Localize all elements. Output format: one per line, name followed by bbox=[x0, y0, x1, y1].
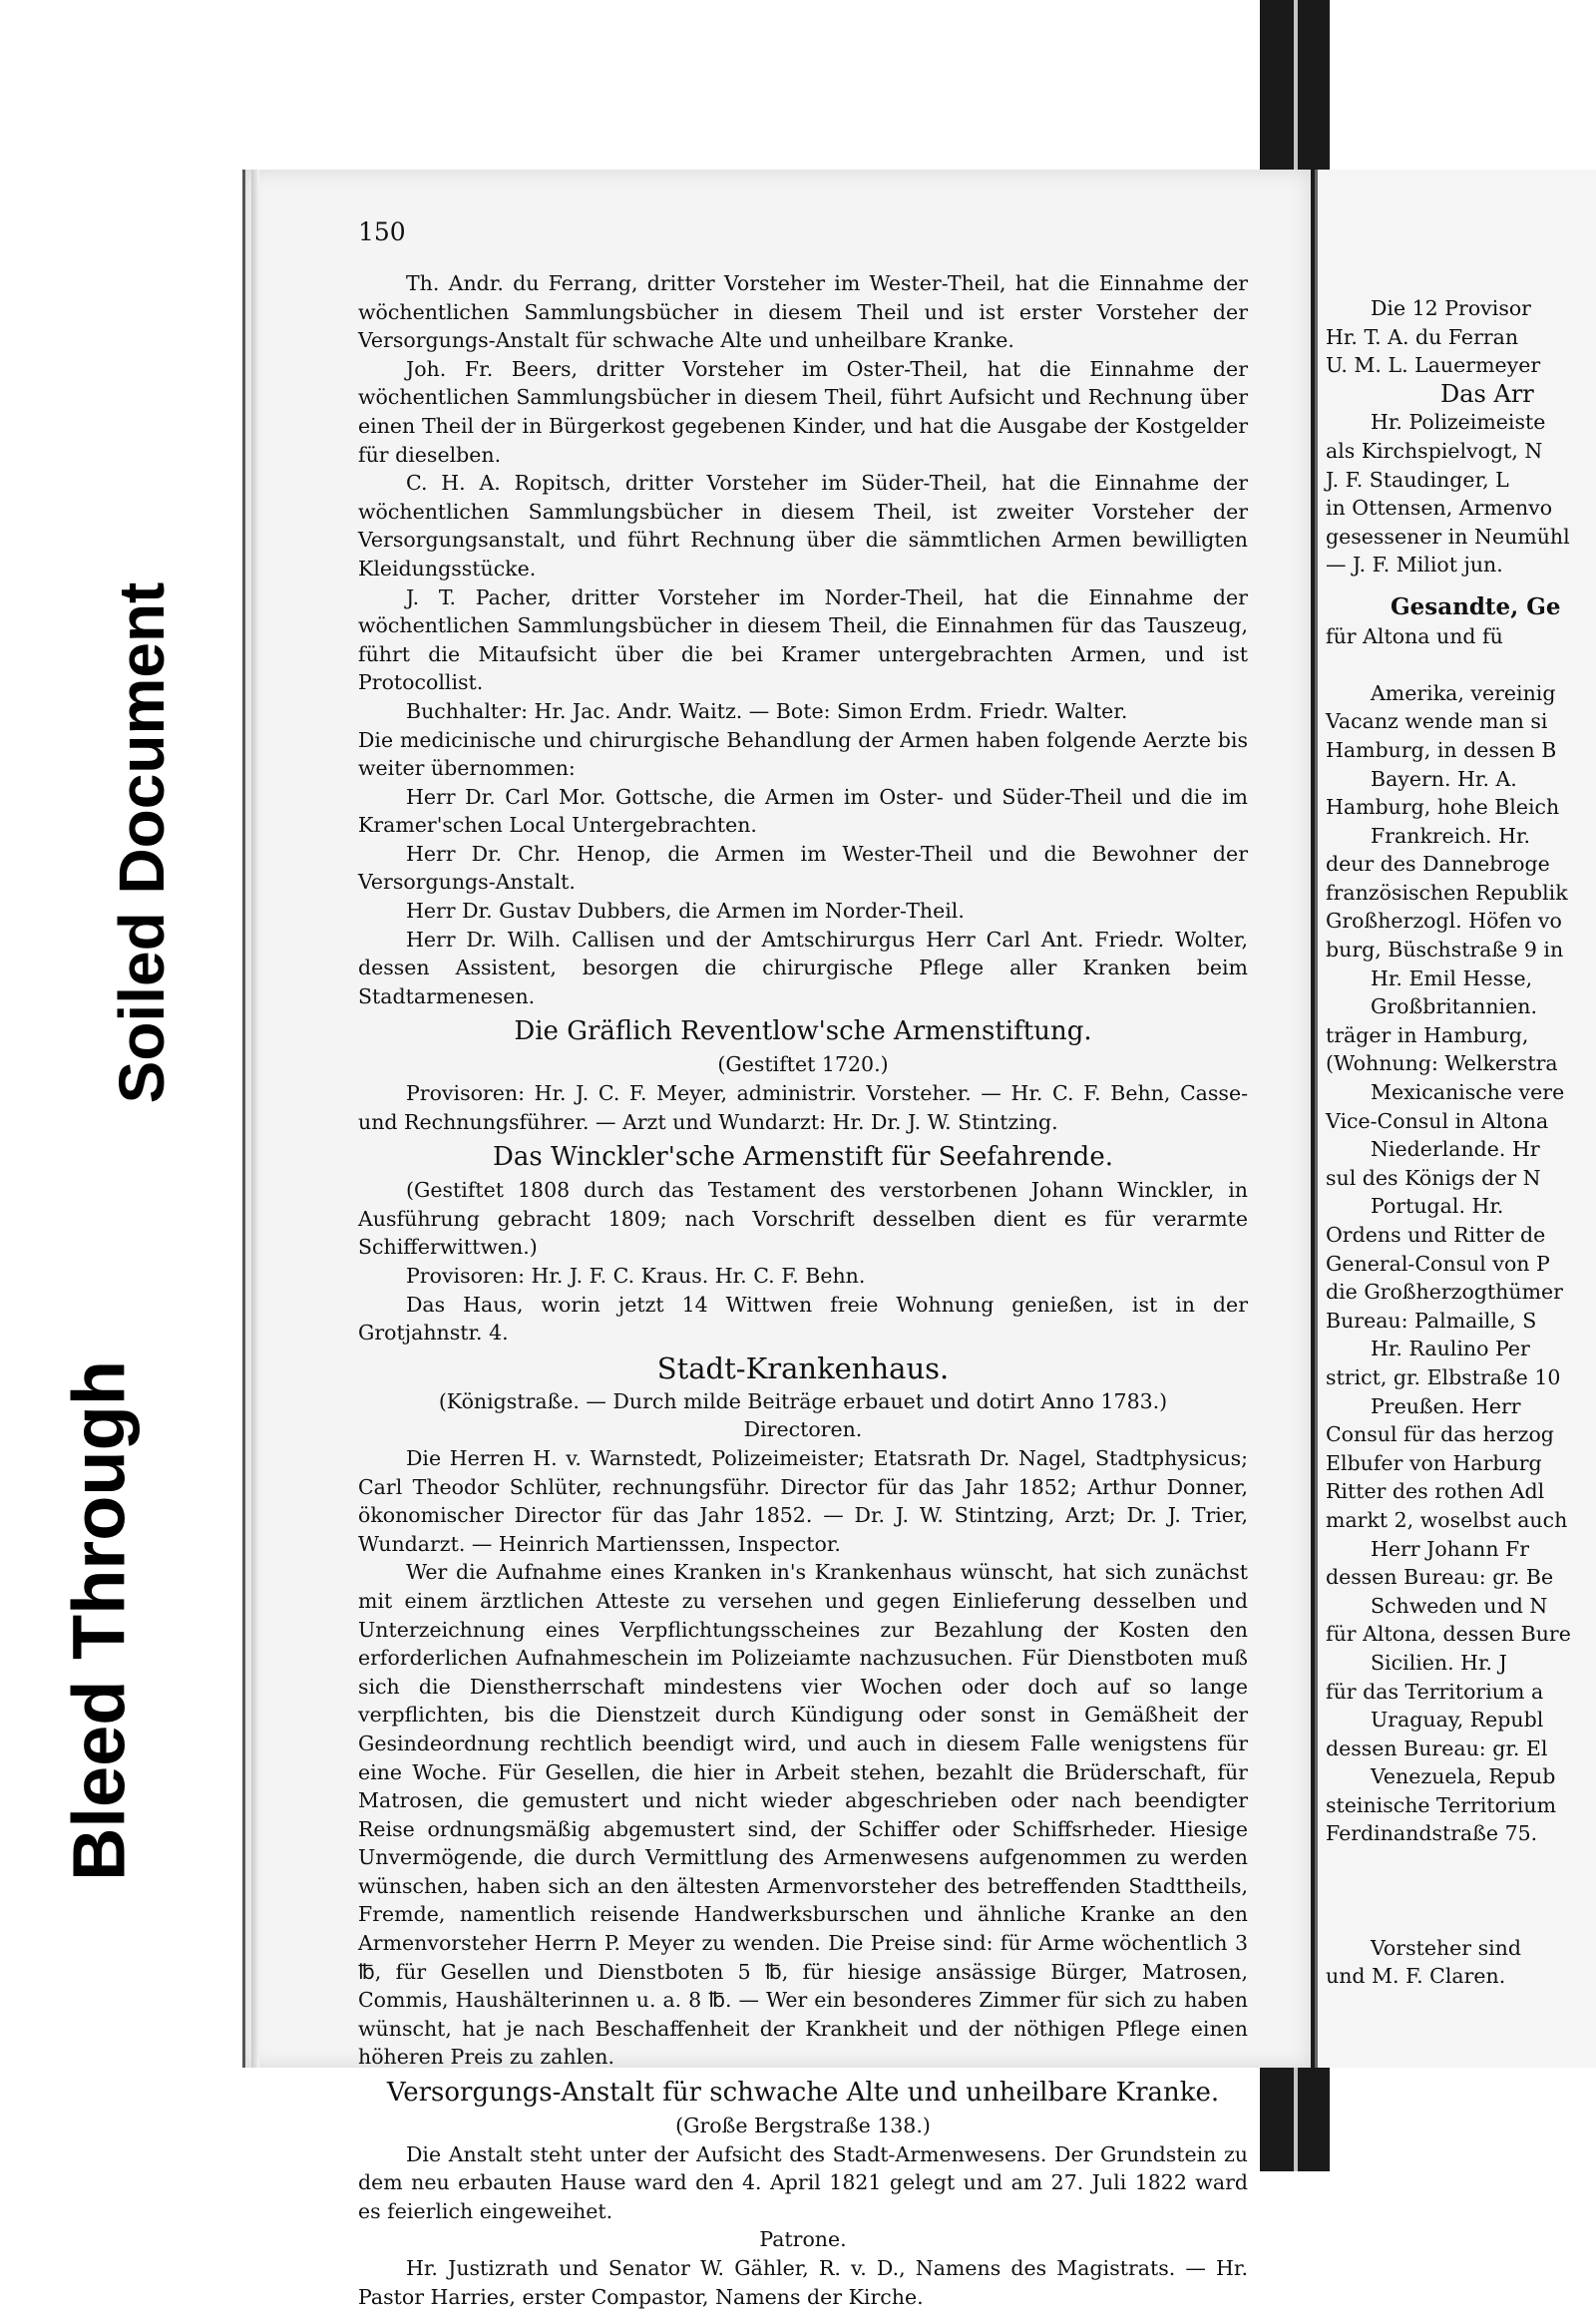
right-line: Hr. Polizeimeiste bbox=[1371, 410, 1546, 435]
right-heading: Gesandte, Ge bbox=[1391, 592, 1561, 620]
paragraph-provisoren-reventlow: Provisoren: Hr. J. C. F. Meyer, administrir. Vorsteher. — Hr. C. F. Behn, Casse- und Rechnungsführer. — Arzt und Wundarzt: Hr. Dr. J. W. Stintzing. bbox=[358, 1081, 1248, 1134]
paragraph-dubbers: Herr Dr. Gustav Dubbers, die Armen im Norder-Theil. bbox=[406, 899, 965, 924]
right-page-text bbox=[1326, 294, 1596, 1991]
right-line: Die 12 Provisor bbox=[1371, 296, 1531, 320]
bleed-through-text: Bleed Through bbox=[57, 1359, 141, 1882]
paragraph-winckler-gestiftet: (Gestiftet 1808 durch das Testament des verstorbenen Johann Winckler, in Ausführung gebracht 1809; nach Vorschrift desselben dient es für verarmte Schifferwittwen.) bbox=[358, 1178, 1248, 1260]
paragraph-henop: Herr Dr. Chr. Henop, die Armen im Wester-Theil und die Bewohner der Versorgungs-Anstalt. bbox=[358, 841, 1248, 895]
right-line: Consul für das herzog bbox=[1326, 1422, 1554, 1447]
right-line: Hr. Raulino Per bbox=[1371, 1337, 1530, 1361]
right-line: Ordens und Ritter de bbox=[1326, 1223, 1546, 1247]
paragraph-anstalt: Die Anstalt steht unter der Aufsicht des Stadt-Armenwesens. Der Grundstein zu dem neu erbauten Hause ward den 4. April 1821 gelegt und am 27. Juli 1822 ward es feierlich eingeweihet. bbox=[358, 2141, 1248, 2223]
right-line bbox=[1326, 1905, 1596, 1934]
right-line: träger in Hamburg, bbox=[1326, 1022, 1529, 1047]
subheading-directoren: Directoren. bbox=[743, 1417, 863, 1442]
right-line: Vice-Consul in Altona bbox=[1326, 1108, 1549, 1133]
subheading-koenigstrasse: (Königstraße. — Durch milde Beiträge erbauet und dotirt Anno 1783.) bbox=[438, 1388, 1168, 1413]
right-line bbox=[1326, 1848, 1596, 1877]
subheading-gestiftet-1720: (Gestiftet 1720.) bbox=[717, 1052, 889, 1077]
heading-reventlow: Die Gräflich Reventlow'sche Armenstiftung. bbox=[514, 1016, 1092, 1047]
right-line: Frankreich. Hr. bbox=[1371, 823, 1531, 848]
paragraph-aufnahme: Wer die Aufnahme eines Kranken in's Krankenhaus wünscht, hat sich zunächst mit einem ärztlichen Atteste zu versehen und gegen Einlieferung desselben und Unterzeichnung eines Verpflichtungsscheines zur Bezahlung der Kosten den erforderlichen Aufnahmeschein im Polizeiamte nachzusuchen. Für Dienstboten muß sich die Dienstherrschaft mindestens vier Wochen oder doch auf so lange verpflichten, bis die Dienstzeit durch Kündigung oder sonst in Gemäßheit der Gesindeordnung rechtlich beendigt wird, und auch in diesem Falle wenigstens für eine Woche. Für Gesellen, die hier in Arbeit stehen, bezahlt die Brüderschaft, für Matrosen, die gemustert und nicht wieder abgeschrieben oder nach beendigter Reise ordnungsmäßig abgemustert sind, der Schiffer oder Schiffsrheder. Hiesige Unvermögende, die durch Vermittlung des Armenwesens aufgenommen zu werden wünschen, haben sich an den ältesten Armenvorsteher des betreffenden Stadttheils, Fremde, namentlich reisende Handwerksburschen und ähnliche Kranke an den Armenvorsteher Herrn P. Meyer zu wenden. Die Preise sind: für Arme wöchentlich 3 ℔, für Gesellen und Dienstboten 5 ℔, für hiesige ansässige Bürger, Matrosen, Commis, Haushälterinnen u. a. 8 ℔. — Wer ein besonderes Zimmer für sich zu haben wünscht, hat je nach Beschaffenheit der Krankheit und der nöthigen Pflege einen höheren Preis zu zahlen. bbox=[358, 1560, 1248, 2070]
paragraph-ferrang: Th. Andr. du Ferrang, dritter Vorsteher im Wester-Theil, hat die Einnahme der wöchentlichen Sammlungsbücher in diesem Theil und ist erster Vorsteher der Versorgungs-Anstalt für schwache Alte und unheilbare Kranke. bbox=[358, 271, 1248, 353]
left-page-text bbox=[358, 269, 1248, 2311]
paragraph-buchhalter: Buchhalter: Hr. Jac. Andr. Waitz. — Bote: Simon Erdm. Friedr. Walter. bbox=[406, 698, 1128, 723]
right-line: Sicilien. Hr. J bbox=[1371, 1650, 1507, 1675]
right-line: Bayern. Hr. A. bbox=[1371, 766, 1517, 791]
paragraph-gottsche: Herr Dr. Carl Mor. Gottsche, die Armen im Oster- und Süder-Theil und die im Kramer'schen Local Untergebrachten. bbox=[358, 784, 1248, 838]
right-line: markt 2, woselbst auch bbox=[1326, 1507, 1568, 1532]
right-line: Herr Johann Fr bbox=[1371, 1536, 1530, 1561]
paragraph-callisen: Herr Dr. Wilh. Callisen und der Amtschirurgus Herr Carl Ant. Friedr. Wolter, dessen Assistent, besorgen die chirurgische Pflege aller Kranken beim Stadtarmenesen. bbox=[358, 927, 1248, 1008]
right-line: Ritter des rothen Adl bbox=[1326, 1479, 1545, 1504]
right-line: steinische Territorium bbox=[1326, 1792, 1557, 1817]
paragraph-pacher: J. T. Pacher, dritter Vorsteher im Norder-Theil, hat die Einnahme der wöchentlichen Sammlungsbücher in diesem Theil, die Einnahmen für das Tauszeug, führt die Mitaufsicht über die bei Kramer untergebrachten Armen, und ist Protocollist. bbox=[358, 584, 1248, 695]
page-number: 150 bbox=[358, 217, 406, 246]
right-line: deur des Dannebroge bbox=[1326, 852, 1550, 877]
heading-krankenhaus: Stadt-Krankenhaus. bbox=[656, 1350, 950, 1385]
right-line: J. F. Staudinger, L bbox=[1326, 467, 1509, 492]
right-line: sul des Königs der N bbox=[1326, 1165, 1541, 1190]
left-page bbox=[242, 170, 1311, 2309]
heading-versorgungs-anstalt: Versorgungs-Anstalt für schwache Alte und unheilbare Kranke. bbox=[386, 2078, 1220, 2109]
right-line: Uraguay, Republ bbox=[1371, 1708, 1544, 1733]
right-line: für das Territorium a bbox=[1326, 1679, 1544, 1704]
right-line: Elbufer von Harburg bbox=[1326, 1450, 1542, 1475]
right-line: französischen Republik bbox=[1326, 880, 1568, 905]
heading-winckler: Das Winckler'sche Armenstift für Seefahrende. bbox=[493, 1142, 1113, 1173]
paragraph-haus: Das Haus, worin jetzt 14 Wittwen freie Wohnung genießen, ist in der Grotjahnstr. 4. bbox=[358, 1292, 1248, 1346]
right-line: Preußen. Herr bbox=[1371, 1393, 1521, 1418]
right-line: strict, gr. Elbstraße 10 bbox=[1326, 1364, 1561, 1389]
right-line: in Ottensen, Armenvo bbox=[1326, 496, 1553, 521]
paragraph-medicinische: Die medicinische und chirurgische Behandlung der Armen haben folgende Aerzte bis weiter übernommen: bbox=[358, 727, 1248, 781]
right-line bbox=[1326, 1877, 1596, 1906]
right-line: gesessener in Neumühl bbox=[1326, 524, 1570, 549]
right-line: dessen Bureau: gr. El bbox=[1326, 1735, 1548, 1760]
paragraph-beers: Joh. Fr. Beers, dritter Vorsteher im Oster-Theil, hat die Einnahme der wöchentlichen Sammlungsbücher in diesem Theil, führt Aufsicht und Rechnung über einen Theil der in Bürgerkost gegebenen Kinder, und hat die Ausgabe der Kostgelder für dieselben. bbox=[358, 356, 1248, 467]
right-line: Portugal. Hr. bbox=[1371, 1194, 1504, 1219]
right-line: die Großherzogthümer bbox=[1326, 1280, 1563, 1305]
paragraph-patrone: Hr. Justizrath und Senator W. Gähler, R. v. D., Namens des Magistrats. — Hr. Pastor Harries, erster Compastor, Namens der Kirche. bbox=[358, 2256, 1248, 2309]
right-line: Amerika, vereinig bbox=[1371, 680, 1556, 705]
right-line: Venezuela, Repub bbox=[1371, 1764, 1556, 1789]
subheading-patrone: Patrone. bbox=[759, 2227, 847, 2252]
right-line: U. M. L. Lauermeyer bbox=[1326, 353, 1541, 378]
right-line bbox=[1326, 650, 1596, 679]
right-page bbox=[1315, 170, 1596, 2068]
paragraph-directoren: Die Herren H. v. Warnstedt, Polizeimeister; Etatsrath Dr. Nagel, Stadtphysicus; Carl Theodor Schlüter, rechnungsführ. Director für das Jahr 1852; Arthur Donner, ökonomischer Director für das Jahr 1852. — Dr. J. W. Stintzing, Arzt; Dr. J. Trier, Wundarzt. — Heinrich Martienssen, Inspector. bbox=[358, 1445, 1248, 1556]
paragraph-provisoren-winckler: Provisoren: Hr. J. F. C. Kraus. Hr. C. F. Behn. bbox=[406, 1264, 866, 1288]
paragraph-ropitsch: C. H. A. Ropitsch, dritter Vorsteher im Süder-Theil, hat die Einnahme der wöchentlichen Sammlungsbücher in diesem Theil, ist zweiter Vorsteher der Versorgungsanstalt, und führt Rechnung über die sämmtlichen Armen bewilligten Kleidungsstücke. bbox=[358, 471, 1248, 580]
right-line: Hamburg, in dessen B bbox=[1326, 737, 1557, 762]
right-line: Großbritannien. bbox=[1371, 994, 1537, 1019]
right-line: (Wohnung: Welkerstra bbox=[1326, 1051, 1558, 1076]
right-line: Bureau: Palmaille, S bbox=[1326, 1308, 1537, 1333]
right-line: General-Consul von P bbox=[1326, 1251, 1550, 1276]
right-line: für Altona, dessen Bure bbox=[1326, 1622, 1571, 1647]
right-line: dessen Bureau: gr. Be bbox=[1326, 1565, 1554, 1590]
right-line: — J. F. Miliot jun. bbox=[1326, 553, 1503, 578]
subheading-bergstrasse: (Große Bergstraße 138.) bbox=[675, 2114, 931, 2138]
right-line: und M. F. Claren. bbox=[1326, 1964, 1506, 1989]
right-line: als Kirchspielvogt, N bbox=[1326, 438, 1543, 463]
right-heading: Das Arr bbox=[1440, 379, 1534, 408]
right-line: für Altona und fü bbox=[1326, 623, 1503, 648]
soiled-document-text: Soiled Document bbox=[106, 581, 178, 1104]
right-line: burg, Büschstraße 9 in bbox=[1326, 938, 1564, 963]
right-line: Hr. Emil Hesse, bbox=[1371, 965, 1533, 990]
right-line: Niederlande. Hr bbox=[1371, 1137, 1540, 1162]
soiled-document-label bbox=[83, 554, 200, 1132]
right-line: Vorsteher sind bbox=[1371, 1935, 1522, 1960]
right-line: Schweden und N bbox=[1371, 1593, 1548, 1618]
right-line: Ferdinandstraße 75. bbox=[1326, 1821, 1538, 1846]
page-fold-shadow bbox=[251, 170, 259, 2068]
right-line: Großherzogl. Höfen vo bbox=[1326, 909, 1562, 934]
right-line: Hr. T. A. du Ferran bbox=[1326, 324, 1519, 349]
bleed-through-label bbox=[40, 1322, 158, 1920]
right-line: Vacanz wende man si bbox=[1326, 709, 1548, 734]
right-line: Mexicanische vere bbox=[1371, 1080, 1565, 1105]
right-line: Hamburg, hohe Bleich bbox=[1326, 795, 1560, 820]
